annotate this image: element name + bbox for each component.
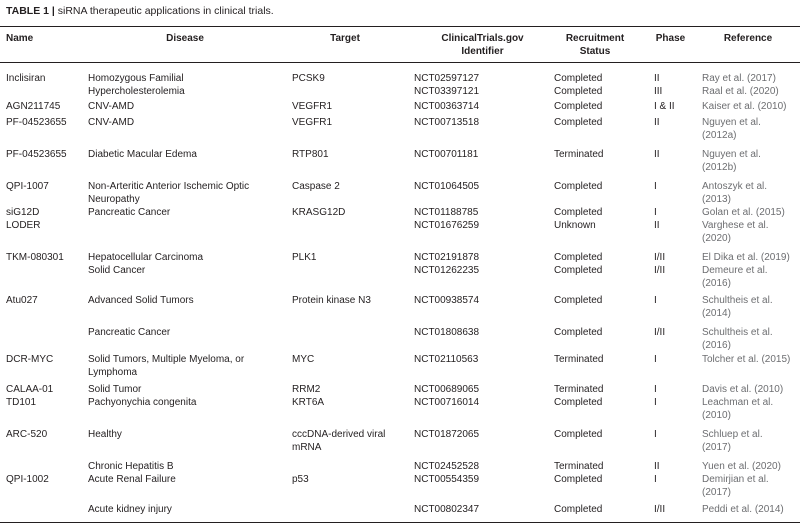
cell-ref-line: Raal et al. (2020) [702, 86, 779, 97]
cell-disease-line: CNV-AMD [88, 101, 135, 112]
cell-phase [654, 265, 699, 278]
cell-target [292, 117, 412, 130]
cell-id-line: NCT02191878 [414, 252, 480, 263]
cell-id-line: NCT02452528 [414, 461, 480, 472]
cell-ref-line: Kaiser et al. (2010) [702, 101, 787, 112]
cell-disease [88, 429, 303, 442]
cell-id-line: NCT02597127 [414, 73, 480, 84]
cell-id-line: NCT03397121 [414, 86, 480, 97]
cell-ref-line: (2012a) [702, 129, 737, 141]
cell-target [292, 429, 412, 454]
cell-phase-line: II [654, 220, 660, 231]
cell-target-line: KRT6A [292, 397, 325, 408]
cell-ref-line: (2012b) [702, 161, 737, 173]
cell-target [292, 295, 412, 308]
cell-ref-line: Golan et al. (2015) [702, 207, 785, 218]
cell-ref [702, 384, 798, 397]
cell-disease [88, 149, 303, 162]
cell-target-line: mRNA [292, 441, 322, 453]
cell-ref-line: Schluep et al. [702, 429, 763, 440]
cell-id [414, 265, 534, 278]
cell-disease-line: Solid Tumors, Multiple Myeloma, or [88, 354, 245, 365]
cell-status-line: Completed [554, 252, 603, 263]
cell-phase-line: II [654, 149, 660, 160]
cell-ref-line: (2020) [702, 232, 731, 244]
cell-ref [702, 265, 798, 290]
col-header-status [555, 32, 635, 58]
cell-status [554, 354, 644, 367]
col-header-phase: Phase [655, 33, 686, 44]
cell-status [554, 252, 644, 265]
cell-phase [654, 117, 699, 130]
cell-id-line: NCT01188785 [414, 207, 479, 218]
cell-ref-line: Peddi et al. (2014) [702, 504, 784, 515]
cell-disease-line: Pancreatic Cancer [88, 207, 171, 218]
cell-ref [702, 73, 798, 86]
cell-id-line: NCT02110563 [414, 354, 479, 365]
cell-status-line: Completed [554, 429, 603, 440]
cell-status-line: Unknown [554, 220, 596, 231]
cell-ref [702, 474, 798, 499]
cell-target-line: Caspase 2 [292, 181, 340, 192]
bottom-rule [0, 522, 800, 523]
cell-status-line: Completed [554, 181, 603, 192]
cell-status-line: Completed [554, 327, 603, 338]
cell-disease-line: Pancreatic Cancer [88, 327, 171, 338]
cell-ref-line: (2014) [702, 307, 731, 319]
cell-id [414, 73, 534, 86]
cell-phase [654, 429, 699, 442]
cell-disease [88, 504, 303, 517]
cell-name-line: PF-04523655 [6, 117, 67, 128]
cell-ref [702, 461, 798, 474]
cell-id-line: NCT01676259 [414, 220, 480, 231]
cell-id [414, 181, 534, 194]
cell-id-line: NCT00938574 [414, 295, 480, 306]
cell-status-line: Completed [554, 117, 603, 128]
cell-id-line: NCT00363714 [414, 101, 480, 112]
cell-id [414, 384, 534, 397]
cell-status-line: Completed [554, 101, 603, 112]
cell-disease-line: Hepatocellular Carcinoma [88, 252, 204, 263]
cell-disease [88, 295, 303, 308]
cell-phase [654, 474, 699, 487]
table-label: TABLE 1 | [6, 5, 55, 17]
cell-disease-line: Pachyonychia congenita [88, 397, 197, 408]
cell-phase-line: I [654, 474, 657, 485]
cell-id [414, 354, 534, 367]
cell-phase [654, 354, 699, 367]
cell-status [554, 207, 644, 220]
cell-target-line: cccDNA-derived viral [292, 429, 386, 440]
cell-phase [654, 101, 699, 114]
cell-disease [88, 181, 303, 206]
cell-ref [702, 220, 798, 245]
cell-name-line: TKM-080301 [6, 252, 64, 263]
cell-status-line: Terminated [554, 461, 604, 472]
cell-phase-line: I [654, 429, 657, 440]
cell-phase [654, 252, 699, 265]
cell-id [414, 149, 534, 162]
cell-status [554, 384, 644, 397]
cell-disease [88, 397, 303, 410]
cell-phase [654, 220, 699, 233]
cell-id-line: NCT00554359 [414, 474, 480, 485]
cell-disease-line: Lymphoma [88, 366, 138, 378]
cell-id-line: NCT01064505 [414, 181, 480, 192]
cell-id [414, 207, 534, 220]
cell-disease [88, 101, 303, 114]
cell-ref [702, 354, 798, 367]
col-header-identifier [410, 32, 555, 58]
cell-id [414, 295, 534, 308]
col-header-identifier-line2: Identifier [461, 46, 504, 57]
cell-id [414, 504, 534, 517]
cell-name-line: ARC-520 [6, 429, 48, 440]
cell-id-line: NCT00713518 [414, 117, 480, 128]
cell-id [414, 461, 534, 474]
cell-ref-line: Schultheis et al. [702, 295, 773, 306]
cell-id-line: NCT00802347 [414, 504, 480, 515]
cell-ref-line: (2016) [702, 339, 731, 351]
cell-disease-line: Diabetic Macular Edema [88, 149, 197, 160]
cell-ref-line: (2010) [702, 409, 731, 421]
cell-target [292, 397, 412, 410]
cell-ref [702, 252, 798, 265]
cell-phase [654, 73, 699, 86]
cell-disease [88, 327, 303, 340]
cell-phase-line: I [654, 354, 657, 365]
cell-status [554, 474, 644, 487]
cell-status-line: Terminated [554, 354, 604, 365]
cell-status [554, 327, 644, 340]
cell-phase-line: I/II [654, 265, 666, 276]
cell-disease-line: Homozygous Familial [88, 73, 184, 84]
cell-name-line: LODER [6, 220, 41, 231]
cell-name-line: DCR-MYC [6, 354, 54, 365]
cell-status [554, 265, 644, 278]
cell-disease [88, 354, 303, 379]
cell-id [414, 429, 534, 442]
cell-phase [654, 181, 699, 194]
cell-target-line: VEGFR1 [292, 117, 333, 128]
cell-ref [702, 117, 798, 142]
cell-disease [88, 384, 303, 397]
cell-phase-line: I & II [654, 101, 675, 112]
cell-status-line: Completed [554, 474, 603, 485]
cell-ref-line: Leachman et al. [702, 397, 774, 408]
col-header-reference: Reference [723, 33, 773, 44]
cell-target-line: RRM2 [292, 384, 321, 395]
cell-phase [654, 295, 699, 308]
cell-id-line: NCT00689065 [414, 384, 480, 395]
cell-ref [702, 397, 798, 422]
cell-name-line: CALAA-01 [6, 384, 54, 395]
cell-disease-line: Advanced Solid Tumors [88, 295, 194, 306]
cell-target-line: KRASG12D [292, 207, 346, 218]
cell-phase-line: II [654, 73, 660, 84]
cell-id-line: NCT00716014 [414, 397, 480, 408]
cell-ref [702, 504, 798, 517]
cell-target-line: p53 [292, 474, 309, 485]
cell-phase [654, 461, 699, 474]
cell-target-line: MYC [292, 354, 315, 365]
cell-status-line: Completed [554, 73, 603, 84]
cell-id [414, 86, 534, 99]
cell-phase-line: I [654, 207, 657, 218]
cell-status [554, 101, 644, 114]
cell-disease-line: Healthy [88, 429, 122, 440]
cell-target [292, 384, 412, 397]
cell-status-line: Completed [554, 397, 603, 408]
cell-phase [654, 397, 699, 410]
cell-phase-line: I [654, 295, 657, 306]
cell-ref [702, 101, 798, 114]
cell-disease [88, 73, 303, 86]
cell-name-line: siG12D [6, 207, 40, 218]
cell-status [554, 220, 644, 233]
cell-phase [654, 149, 699, 162]
cell-phase-line: I [654, 397, 657, 408]
cell-disease-line: Non-Arteritic Anterior Ischemic Optic [88, 181, 250, 192]
cell-phase-line: I/II [654, 504, 666, 515]
cell-ref-line: Varghese et al. [702, 220, 769, 231]
cell-ref [702, 295, 798, 320]
cell-ref-line: Schultheis et al. [702, 327, 773, 338]
cell-status [554, 86, 644, 99]
cell-status-line: Completed [554, 86, 603, 97]
cell-name-line: QPI-1007 [6, 181, 49, 192]
cell-status [554, 149, 644, 162]
cell-ref-line: Nguyen et al. [702, 149, 761, 160]
cell-id [414, 327, 534, 340]
cell-target [292, 207, 412, 220]
cell-disease [88, 207, 303, 220]
cell-disease [88, 265, 303, 278]
cell-ref-line: Nguyen et al. [702, 117, 761, 128]
cell-ref-line: El Dika et al. (2019) [702, 252, 790, 263]
cell-disease-line: Acute kidney injury [88, 504, 172, 515]
cell-phase-line: I/II [654, 327, 666, 338]
cell-name-line: PF-04523655 [6, 149, 67, 160]
cell-phase-line: II [654, 117, 660, 128]
cell-target-line: Protein kinase N3 [292, 295, 371, 306]
cell-status [554, 73, 644, 86]
cell-id [414, 220, 534, 233]
cell-disease-line: CNV-AMD [88, 117, 135, 128]
cell-disease-line: Hypercholesterolemia [88, 86, 185, 97]
cell-target [292, 181, 412, 194]
cell-disease [88, 252, 303, 265]
cell-disease-line: Solid Tumor [88, 384, 142, 395]
col-header-target: Target [330, 33, 360, 44]
cell-status [554, 461, 644, 474]
cell-phase-line: III [654, 86, 663, 97]
cell-status-line: Completed [554, 504, 603, 515]
cell-target-line: VEGFR1 [292, 101, 333, 112]
cell-ref-line: Ray et al. (2017) [702, 73, 776, 84]
header-rule [0, 62, 800, 63]
cell-disease [88, 461, 303, 474]
cell-target-line: PLK1 [292, 252, 317, 263]
cell-ref-line: Davis et al. (2010) [702, 384, 784, 395]
cell-phase [654, 327, 699, 340]
cell-target [292, 73, 412, 86]
col-header-disease: Disease [166, 33, 204, 44]
cell-disease-line: Neuropathy [88, 193, 140, 205]
cell-id-line: NCT01872065 [414, 429, 480, 440]
cell-ref-line: Tolcher et al. (2015) [702, 354, 791, 365]
cell-id-line: NCT01262235 [414, 265, 480, 276]
cell-ref [702, 86, 798, 99]
col-header-identifier-line1: ClinicalTrials.gov [441, 33, 524, 44]
cell-id [414, 117, 534, 130]
cell-target-line: PCSK9 [292, 73, 325, 84]
cell-status [554, 181, 644, 194]
cell-phase [654, 384, 699, 397]
cell-name-line: Inclisiran [6, 73, 46, 84]
cell-phase [654, 504, 699, 517]
cell-status [554, 504, 644, 517]
cell-disease-line: Solid Cancer [88, 265, 146, 276]
top-rule [0, 26, 800, 27]
cell-target [292, 354, 412, 367]
cell-status-line: Completed [554, 265, 603, 276]
cell-disease [88, 117, 303, 130]
cell-ref [702, 327, 798, 352]
cell-target [292, 474, 412, 487]
col-header-name: Name [6, 33, 34, 44]
cell-ref [702, 429, 798, 454]
cell-ref-line: Demeure et al. [702, 265, 768, 276]
cell-status-line: Terminated [554, 384, 604, 395]
cell-ref-line: (2017) [702, 441, 731, 453]
cell-name-line: QPI-1002 [6, 474, 49, 485]
cell-ref [702, 207, 798, 220]
cell-disease-line: Chronic Hepatitis B [88, 461, 174, 472]
cell-status [554, 295, 644, 308]
col-header-status-line1: Recruitment [565, 33, 625, 44]
table-caption [6, 5, 274, 17]
cell-target [292, 101, 412, 114]
cell-status-line: Completed [554, 295, 603, 306]
cell-ref-line: (2016) [702, 277, 731, 289]
cell-disease [88, 474, 303, 487]
cell-ref-line: (2013) [702, 193, 731, 205]
cell-phase-line: II [654, 461, 660, 472]
cell-name-line: Atu027 [6, 295, 38, 306]
cell-phase-line: I [654, 181, 657, 192]
cell-target-line: RTP801 [292, 149, 329, 160]
cell-ref-line: Demirjian et al. [702, 474, 769, 485]
cell-name [6, 220, 106, 233]
cell-phase-line: I/II [654, 252, 666, 263]
table-title: siRNA therapeutic applications in clinical trials. [54, 5, 274, 17]
cell-id-line: NCT01808638 [414, 327, 480, 338]
cell-ref-line: Yuen et al. (2020) [702, 461, 781, 472]
cell-target [292, 252, 412, 265]
cell-id [414, 252, 534, 265]
cell-id [414, 474, 534, 487]
cell-id [414, 397, 534, 410]
cell-id [414, 101, 534, 114]
cell-ref [702, 149, 798, 174]
cell-id-line: NCT00701181 [414, 149, 479, 160]
cell-status [554, 397, 644, 410]
cell-name-line: TD101 [6, 397, 37, 408]
cell-ref [702, 181, 798, 206]
cell-status-line: Completed [554, 207, 603, 218]
cell-target [292, 149, 412, 162]
cell-phase [654, 86, 699, 99]
cell-name-line: AGN211745 [6, 101, 61, 112]
cell-status [554, 429, 644, 442]
cell-status-line: Terminated [554, 149, 604, 160]
cell-disease [88, 86, 303, 99]
cell-ref-line: (2017) [702, 486, 731, 498]
cell-ref-line: Antoszyk et al. [702, 181, 768, 192]
cell-status [554, 117, 644, 130]
col-header-status-line2: Status [579, 46, 611, 57]
cell-phase-line: I [654, 384, 657, 395]
cell-phase [654, 207, 699, 220]
cell-disease-line: Acute Renal Failure [88, 474, 176, 485]
